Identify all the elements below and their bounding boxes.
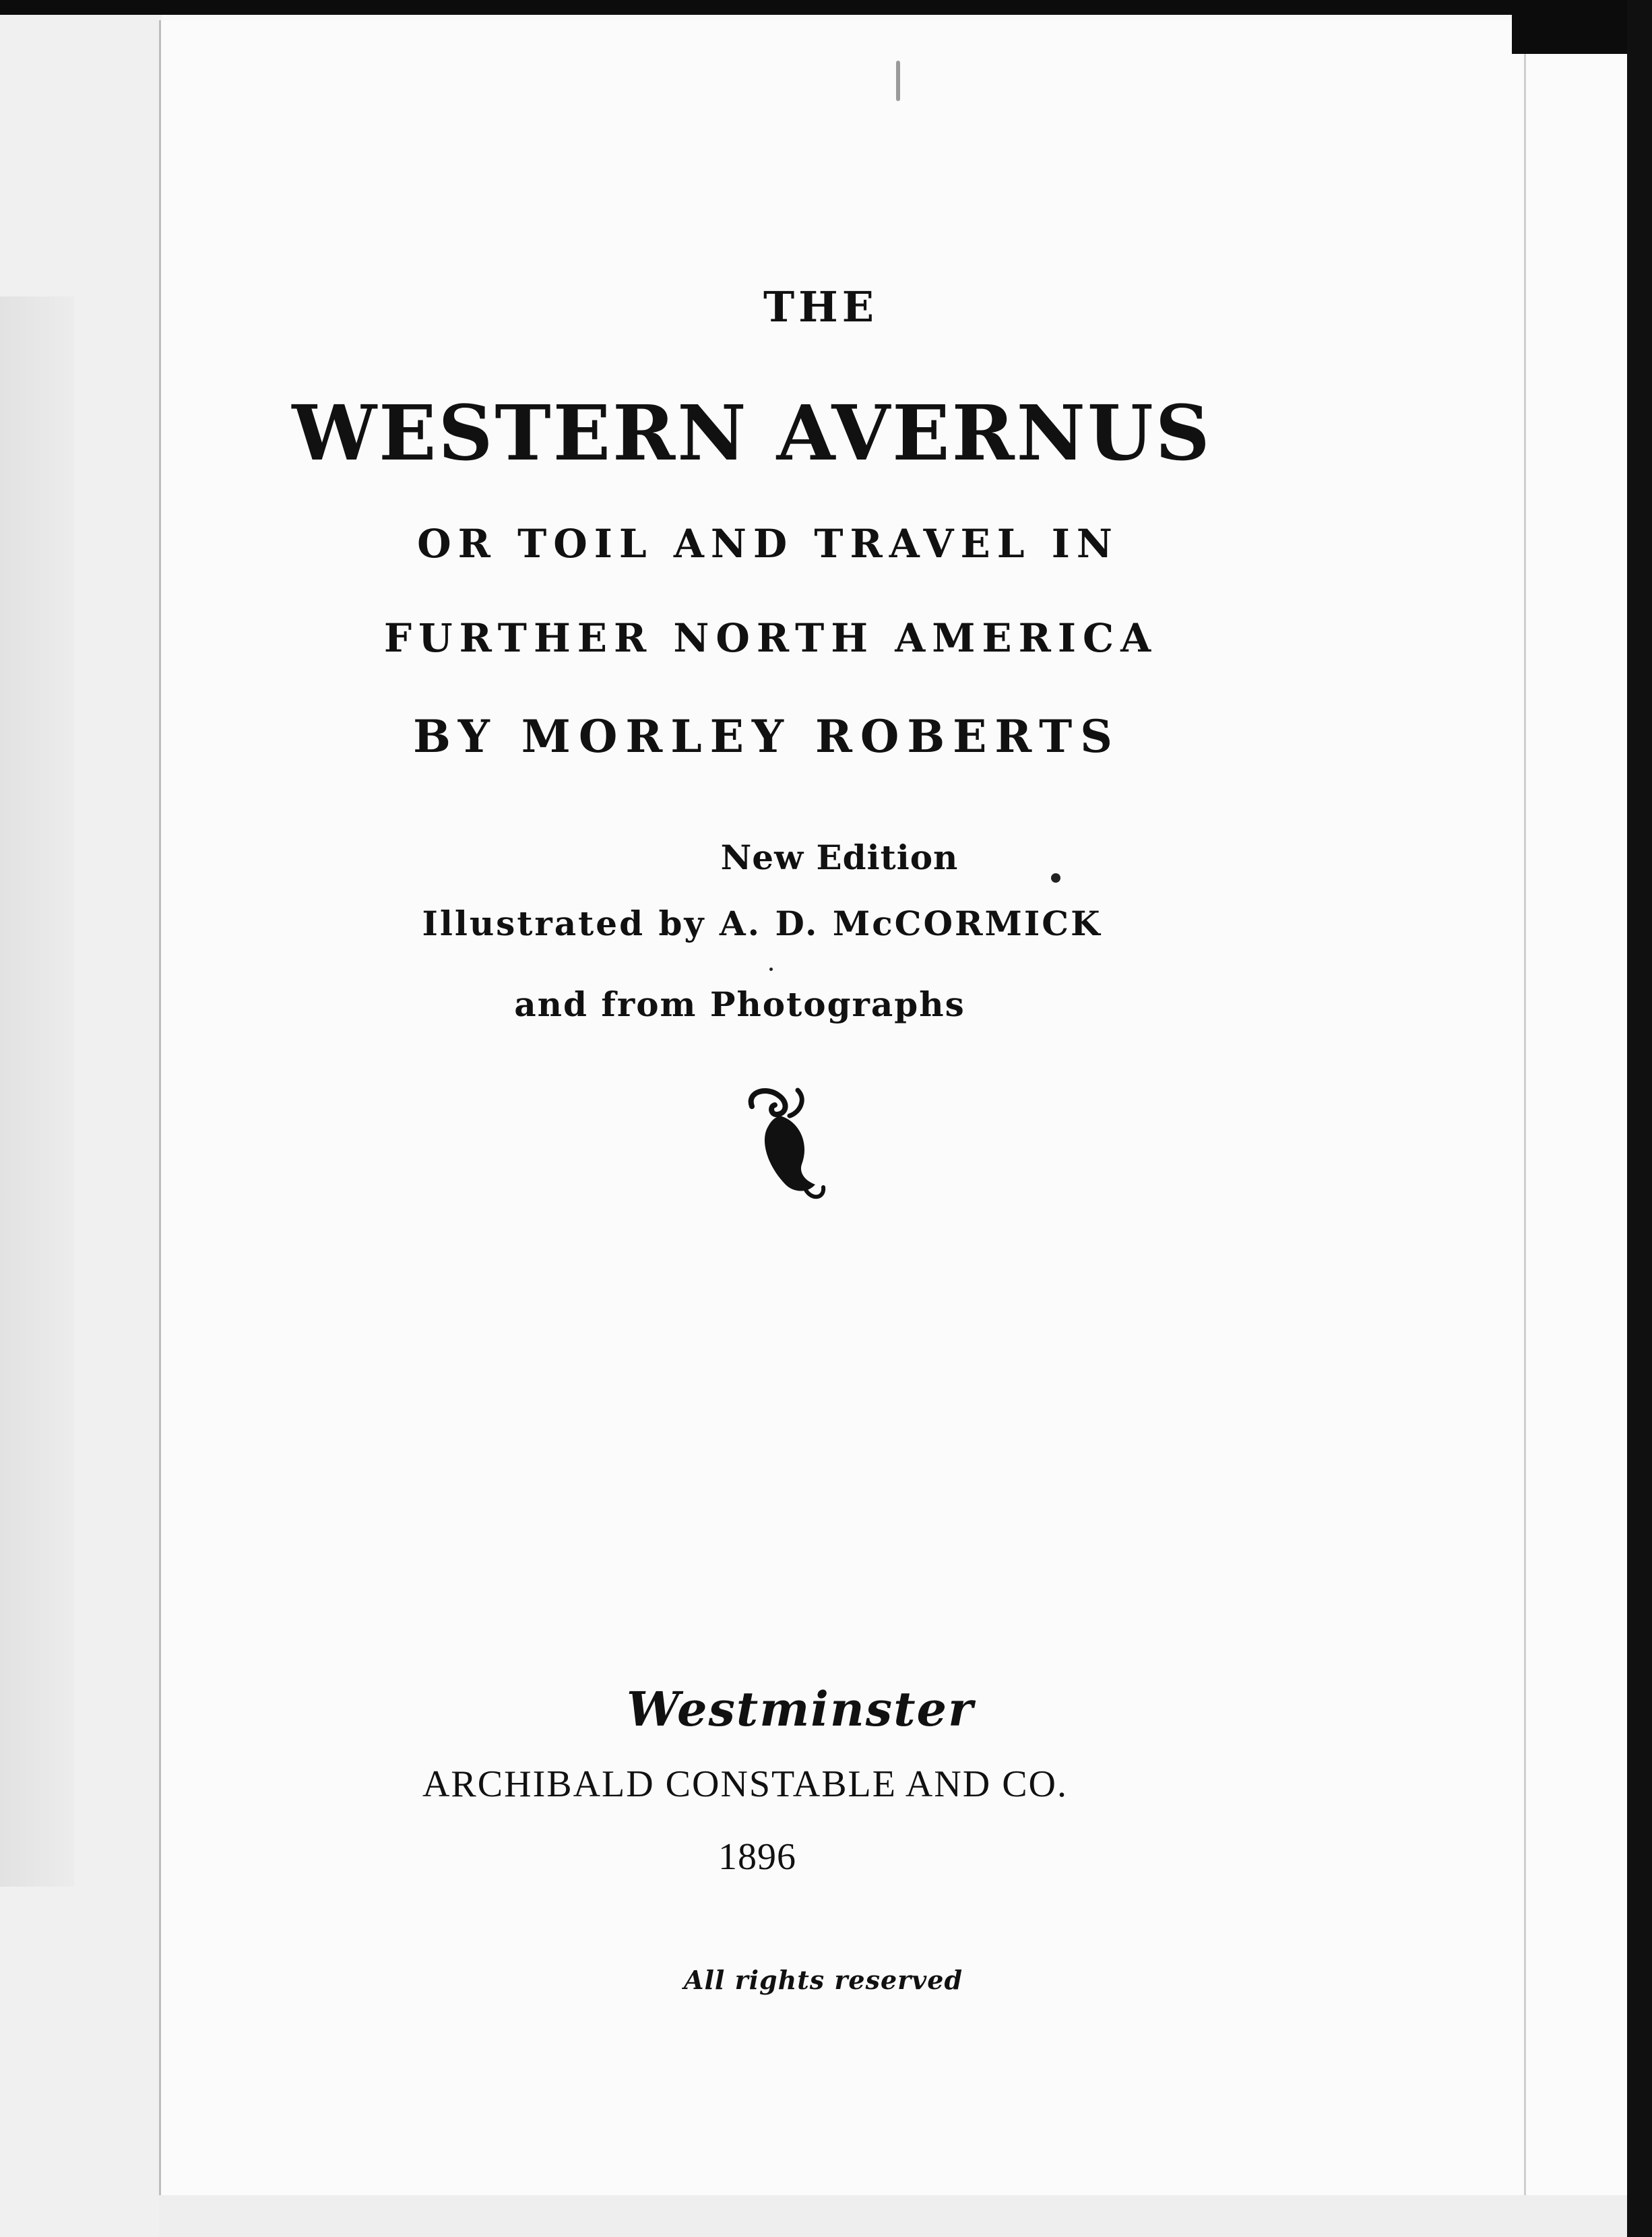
title-article: THE <box>763 282 878 332</box>
publication-year: 1896 <box>718 1836 796 1878</box>
subtitle-line-1: OR TOIL AND TRAVEL IN <box>417 521 1119 567</box>
publisher-name: ARCHIBALD CONSTABLE AND CO. <box>422 1763 1068 1805</box>
author-line: BY MORLEY ROBERTS <box>413 710 1120 763</box>
edition-note: New Edition <box>720 838 959 877</box>
main-title: WESTERN AVERNUS <box>292 389 1212 478</box>
page-bottom-edge <box>159 2195 1631 2237</box>
printers-ornament-icon <box>740 1086 827 1207</box>
illustrator-line: Illustrated by A. D. McCORMICK <box>422 904 1102 943</box>
rights-notice: All rights reserved <box>683 1965 963 1995</box>
title-page <box>159 20 1633 2210</box>
ink-speck <box>1051 873 1060 883</box>
imprint-city: Westminster <box>627 1681 974 1737</box>
subtitle-line-2: FURTHER NORTH AMERICA <box>383 615 1158 661</box>
ink-speck <box>896 61 900 101</box>
scan-right-edge <box>1627 0 1652 2237</box>
scan-top-edge <box>0 0 1652 15</box>
photographs-line: and from Photographs <box>514 984 965 1024</box>
ink-speck <box>769 968 773 971</box>
